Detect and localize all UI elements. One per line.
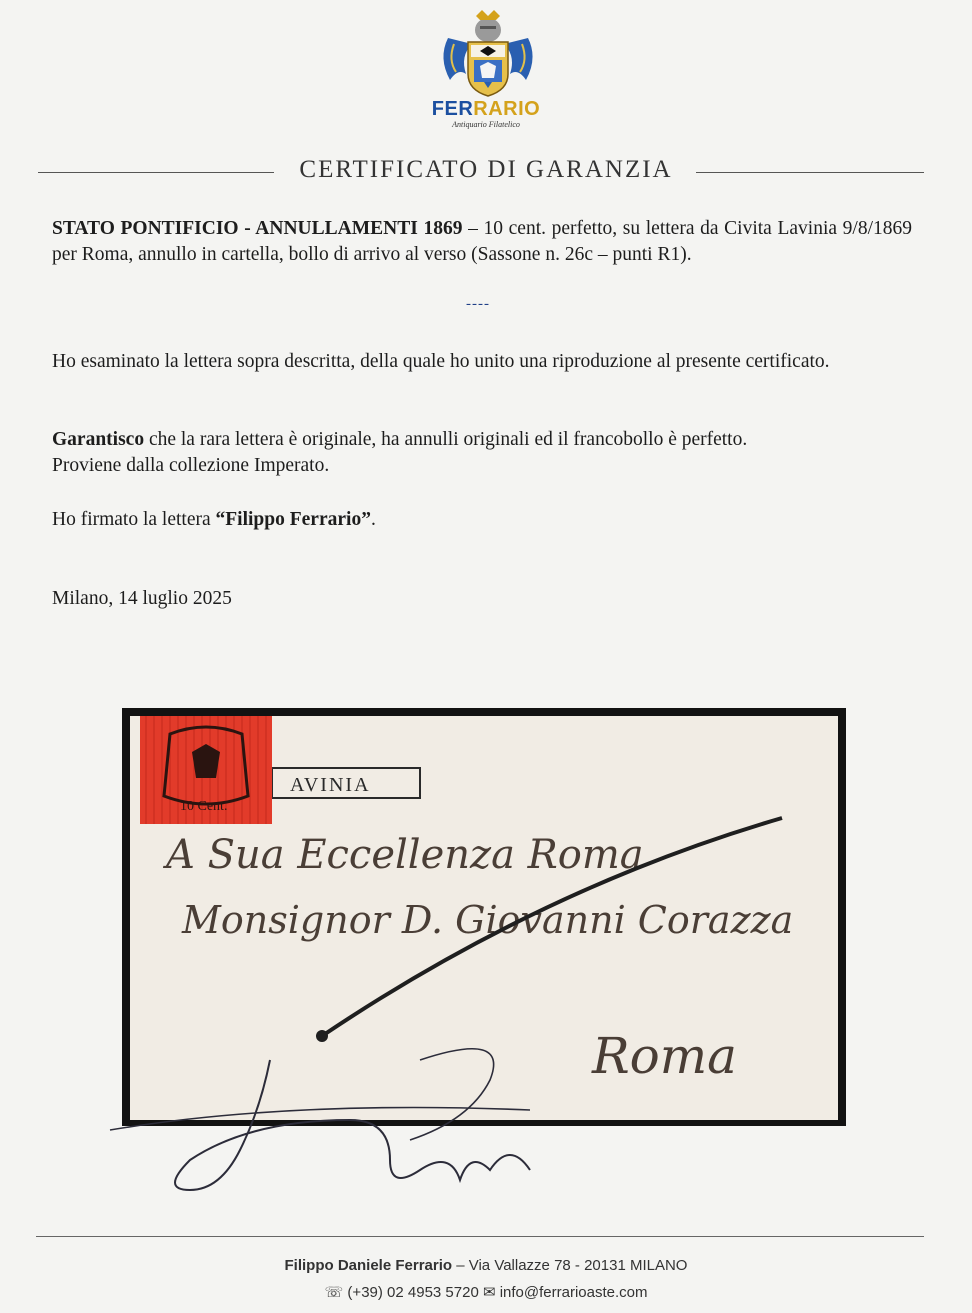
title-rule-right — [696, 172, 924, 173]
footer-name: Filippo Daniele Ferrario — [284, 1257, 453, 1274]
brand-name: FERRARIO — [431, 98, 541, 120]
stamp-value: 10 Cent. — [180, 799, 228, 814]
lot-heading: STATO PONTIFICIO - ANNULLAMENTI 1869 — [52, 218, 463, 239]
address-line-1: A Sua Eccellenza Roma — [166, 832, 644, 878]
signed-name: “Filippo Ferrario” — [215, 509, 371, 530]
address-line-2: Monsignor D. Giovanni Corazza — [182, 898, 794, 942]
place-date: Milano, 14 luglio 2025 — [52, 588, 232, 609]
mail-icon: ✉ — [482, 1284, 496, 1301]
address-line-3: Roma — [592, 1027, 737, 1085]
signature — [90, 1040, 550, 1220]
footer-phone: (+39) 02 4953 5720 — [343, 1284, 483, 1301]
cancel-text: AVINIA — [290, 774, 371, 796]
certificate-title: CERTIFICATO DI GARANZIA — [299, 156, 673, 183]
guarantee-bold: Garantisco — [52, 429, 145, 450]
footer-rule — [36, 1236, 924, 1237]
phone-icon: ☏ — [324, 1284, 344, 1301]
lot-description — [52, 216, 912, 268]
footer-email: info@ferrarioaste.com — [495, 1284, 648, 1301]
title-rule-left — [38, 172, 274, 173]
signed-paragraph: Ho firmato la lettera “Filippo Ferrario”. — [52, 509, 376, 530]
guarantee-paragraph: Garantisco che la rara lettera è originale, ha annulli originali ed il francobollo è perfetto. Proviene dalla collezione Imperato. — [52, 429, 748, 476]
lot-details: – 10 cent. perfetto, su lettera da Civita Lavinia 9/8/1869 per Roma, annullo in cartella, bollo di arrivo al verso (Sassone n. 26c – punti R1). — [52, 218, 913, 265]
footer-contacts — [0, 1283, 972, 1301]
provenance-text: Proviene dalla collezione Imperato. — [52, 455, 330, 476]
footer-address: Filippo Daniele Ferrario – Via Vallazze 78 - 20131 MILANO — [284, 1257, 688, 1274]
examined-paragraph: Ho esaminato la lettera sopra descritta, della quale ho unito una riproduzione al presente certificato. — [52, 351, 830, 372]
separator: ---- — [466, 296, 490, 312]
postage-stamp — [140, 716, 272, 824]
brand-subtitle: Antiquario Filatelico — [452, 120, 520, 129]
